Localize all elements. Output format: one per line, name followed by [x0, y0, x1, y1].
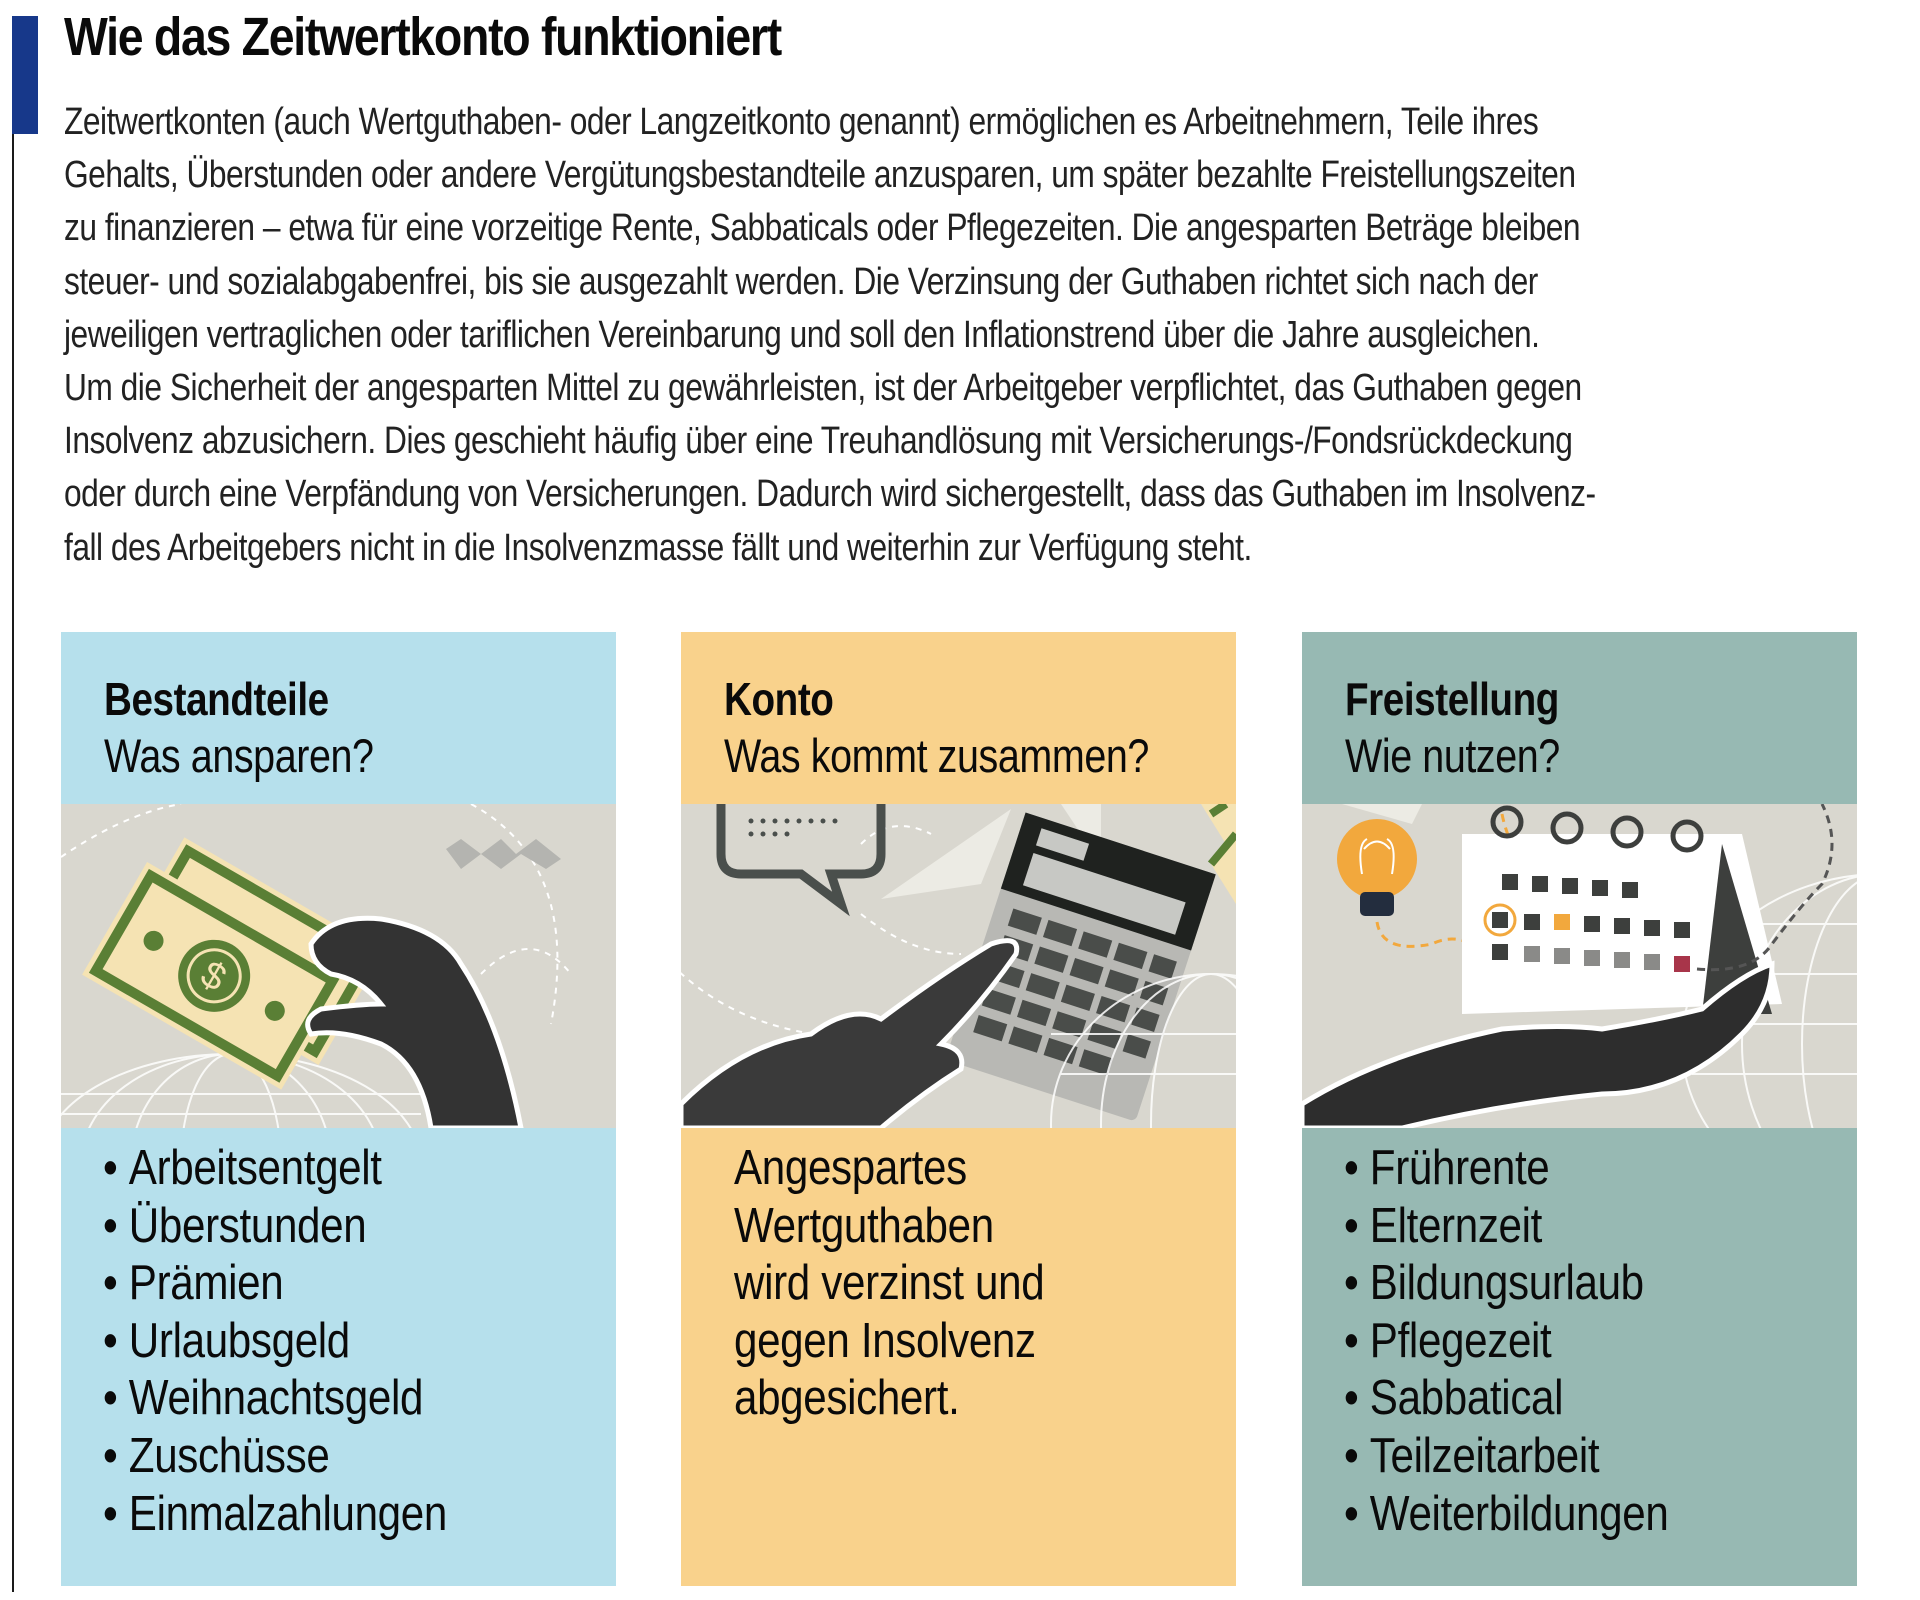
card-heading: Bestandteile [104, 673, 329, 725]
card-heading: Freistellung [1345, 673, 1559, 725]
intro-line: Zeitwertkonten (auch Wertguthaben- oder Langzeitkonto genannt) ermöglichen es Arbeitnehmern, Teile ihres [64, 101, 1539, 143]
card-subheading: Was kommt zusammen? [724, 729, 1149, 782]
list-item: • Bildungsurlaub [1344, 1256, 1644, 1311]
card-header [1302, 632, 1857, 804]
card-konto [681, 632, 1236, 1586]
left-rule [12, 16, 14, 1592]
list-item: • Prämien [103, 1256, 284, 1311]
card-body [61, 1128, 616, 1586]
card-subheading: Wie nutzen? [1345, 729, 1560, 782]
list-item: • Weihnachtsgeld [103, 1371, 424, 1426]
list-item: • Weiterbildungen [1344, 1486, 1669, 1541]
list-item: • Frührente [1344, 1141, 1550, 1195]
list-item: • Überstunden [103, 1198, 367, 1253]
intro-paragraph [64, 96, 1834, 575]
intro-line: Um die Sicherheit der angesparten Mittel zu gewährleisten, ist der Arbeitgeber verpflichtet, das Guthaben gegen [64, 367, 1582, 410]
card-subheading: Was ansparen? [104, 729, 374, 782]
list-item: • Arbeitsentgelt [103, 1141, 382, 1195]
intro-line: fall des Arbeitgebers nicht in die Insolvenzmasse fällt und weiterhin zur Verfügung steht. [64, 526, 1252, 569]
svg-text:$: $ [193, 953, 233, 1000]
card-bestandteile [61, 632, 616, 1586]
intro-line: Gehalts, Überstunden oder andere Vergütungsbestandteile anzusparen, um später bezahlte Freistellungszeiten [64, 154, 1576, 197]
intro-line: steuer- und sozialabgabenfrei, bis sie ausgezahlt werden. Die Verzinsung der Guthaben richtet sich nach der [64, 260, 1538, 303]
list-item: • Pflegezeit [1344, 1313, 1552, 1368]
component-list [103, 1140, 503, 1543]
card-header [61, 632, 616, 804]
list-item: • Sabbatical [1344, 1371, 1564, 1426]
money-hand-icon [61, 804, 616, 1128]
list-item: • Zuschüsse [103, 1428, 330, 1483]
calendar-hand-icon [1302, 804, 1857, 1128]
card-body [1302, 1128, 1857, 1586]
intro-line: jeweiligen vertraglichen oder tariflichen Vereinbarung und soll den Inflationstrend über die Jahre ausgleichen. [64, 313, 1540, 356]
list-item: • Teilzeitarbeit [1344, 1428, 1600, 1483]
intro-line: zu finanzieren – etwa für eine vorzeitige Rente, Sabbaticals oder Pflegezeiten. Die angesparten Beträge bleiben [64, 207, 1581, 250]
page-title: Wie das Zeitwertkonto funktioniert [64, 7, 781, 67]
card-freistellung [1302, 632, 1857, 1586]
usage-list [1344, 1140, 1721, 1543]
card-body [681, 1128, 1236, 1586]
calculator-hand-icon [681, 804, 1236, 1128]
card-heading: Konto [724, 673, 834, 725]
konto-description: Angespartes Wertguthaben wird verzinst und gegen Insolvenz abgesichert. [734, 1141, 1045, 1426]
intro-line: Insolvenz abzusichern. Dies geschieht häufig über eine Treuhandlösung mit Versicherungs-/Fondsrückdeckung [64, 420, 1573, 463]
list-item: • Einmalzahlungen [103, 1486, 447, 1541]
intro-line: oder durch eine Verpfändung von Versicherungen. Dadurch wird sichergestellt, dass das Guthaben im Insolvenz- [64, 473, 1596, 516]
list-item: • Urlaubsgeld [103, 1313, 350, 1368]
accent-bar [12, 16, 38, 134]
list-item: • Elternzeit [1344, 1198, 1543, 1253]
card-header [681, 632, 1236, 804]
